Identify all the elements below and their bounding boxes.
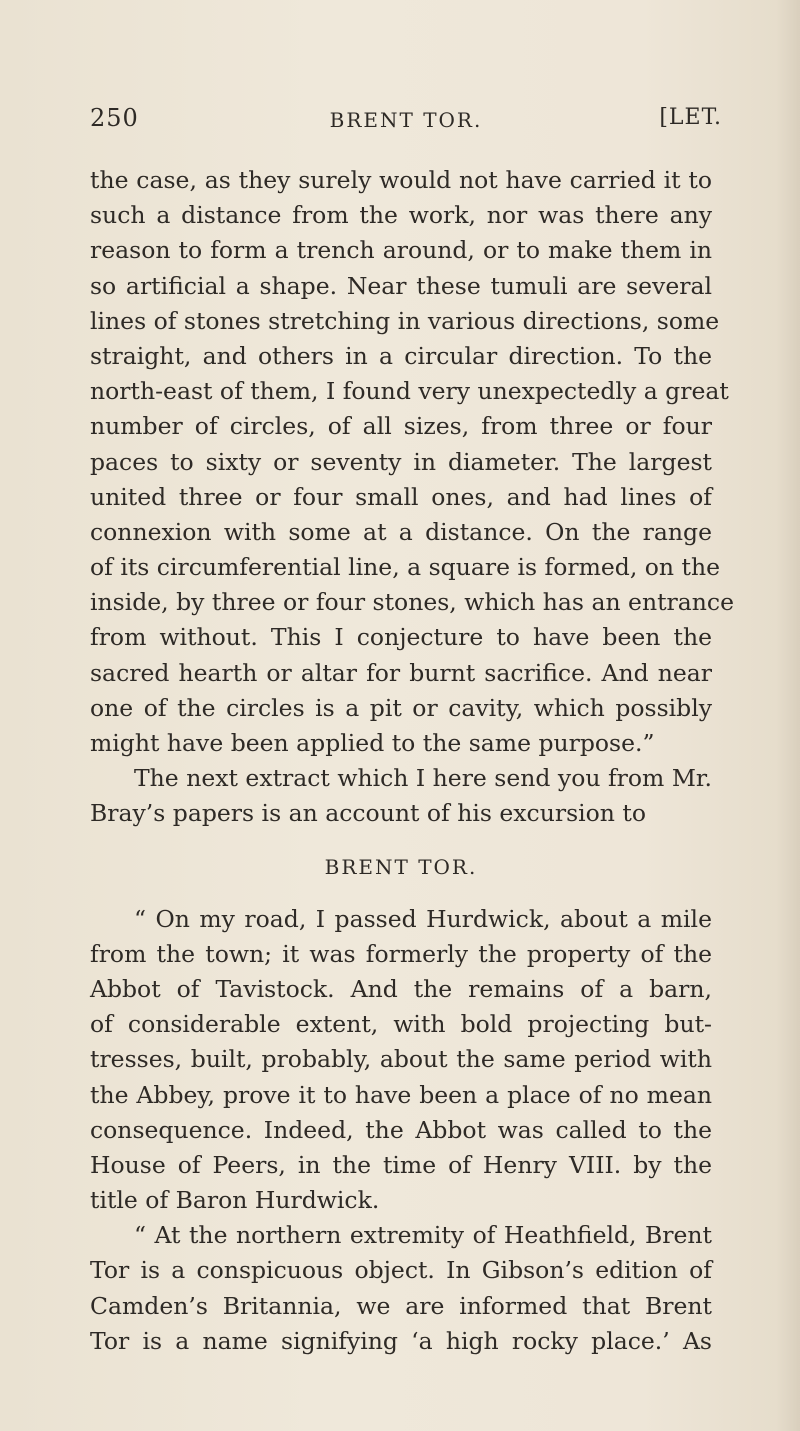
text-line: House of Peers, in the time of Henry VIII. by the <box>90 1150 712 1179</box>
text-line: such a distance from the work, nor was there any <box>90 201 712 230</box>
text-line: Camden’s Britannia, we are informed that Brent <box>90 1291 712 1320</box>
text-line: consequence. Indeed, the Abbot was called to the <box>90 1115 712 1144</box>
text-line: might have been applied to the same purpose.” <box>90 729 655 757</box>
text-line: of its circumferential line, a square is formed, on the <box>90 553 721 582</box>
running-head <box>90 100 722 140</box>
running-title: BRENT TOR. <box>329 108 483 132</box>
text-line: so artificial a shape. Near these tumuli are several <box>90 271 712 300</box>
text-line: straight, and others in a circular direction. To the <box>90 341 712 370</box>
paragraph-hurdwick <box>90 902 712 1219</box>
text-line: from the town; it was formerly the property of the <box>90 939 712 968</box>
text-line: title of Baron Hurdwick. <box>90 1186 380 1215</box>
paragraph-heathfield <box>90 1218 712 1359</box>
text-line: “ On my road, I passed Hurdwick, about a mile <box>134 904 712 933</box>
text-line: number of circles, of all sizes, from three or four <box>90 412 712 441</box>
text-line: inside, by three or four stones, which has an entrance <box>90 588 734 617</box>
text-line: connexion with some at a distance. On the range <box>90 517 712 546</box>
section-heading: BRENT TOR. <box>324 854 478 879</box>
text-line: one of the circles is a pit or cavity, which possibly <box>90 693 712 722</box>
page-number: 250 <box>90 104 139 132</box>
text-line: lines of stones stretching in various directions, some <box>90 306 720 335</box>
text-line: north-east of them, I found very unexpectedly a great <box>90 377 729 406</box>
text-line: the case, as they surely would not have carried it to <box>90 166 712 194</box>
text-line: the Abbey, prove it to have been a place of no mean <box>90 1080 712 1109</box>
body-text <box>90 163 734 1359</box>
section-mark: [LET. <box>659 105 722 130</box>
text-line: Tor is a name signifying ‘a high rocky place.’ As <box>90 1326 712 1355</box>
text-line: “ At the northern extremity of Heathfield, Brent <box>134 1221 712 1250</box>
text-line: tresses, built, probably, about the same period with <box>90 1045 712 1074</box>
text-line: united three or four small ones, and had lines of <box>90 482 712 511</box>
text-line: of considerable extent, with bold projecting but- <box>90 1010 712 1039</box>
paragraph-next-extract <box>90 761 712 831</box>
text-line: paces to sixty or seventy in diameter. The largest <box>90 447 712 476</box>
text-line: sacred hearth or altar for burnt sacrifice. And near <box>90 658 712 687</box>
paragraph-continued <box>90 163 734 761</box>
text-line: Bray’s papers is an account of his excursion to <box>90 799 646 828</box>
text-line: reason to form a trench around, or to make them in <box>90 236 712 265</box>
text-line: from without. This I conjecture to have been the <box>90 623 712 652</box>
text-line: Tor is a conspicuous object. In Gibson’s edition of <box>90 1256 712 1285</box>
text-line: Abbot of Tavistock. And the remains of a barn, <box>90 974 712 1003</box>
text-line: The next extract which I here send you from Mr. <box>134 764 712 793</box>
